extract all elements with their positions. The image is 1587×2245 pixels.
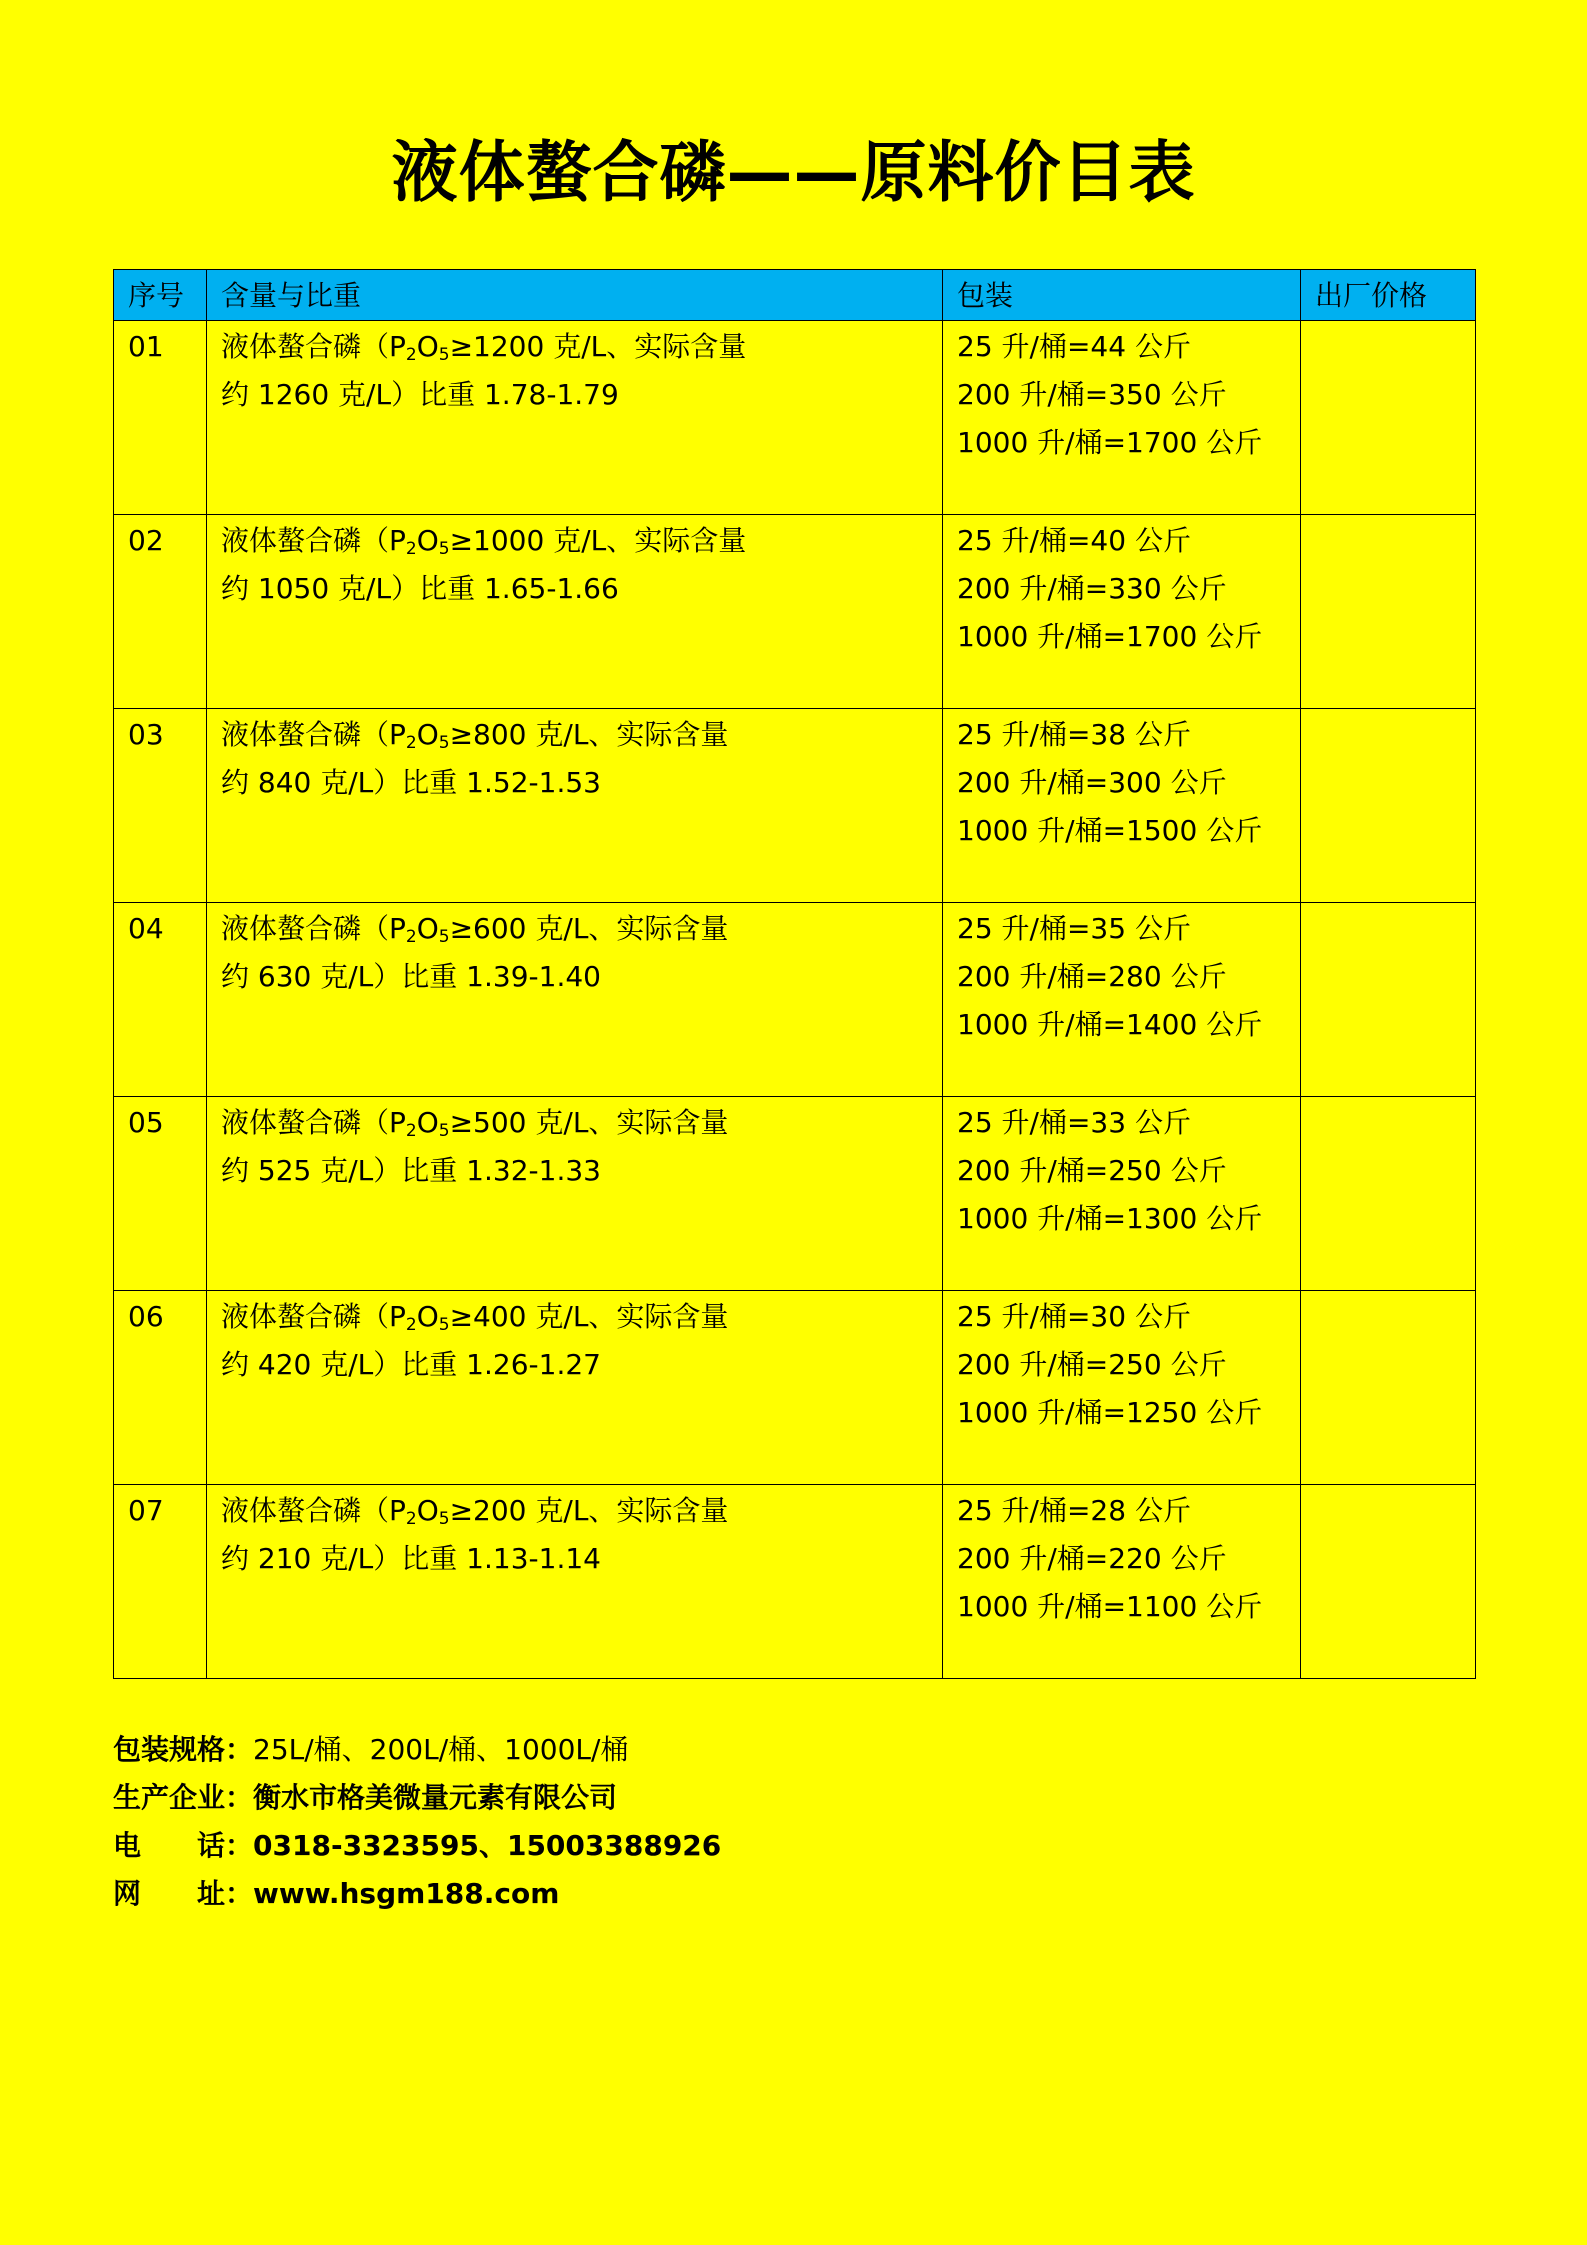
row-price bbox=[1301, 1485, 1476, 1679]
producer-value: 衡水市格美微量元素有限公司 bbox=[253, 1781, 618, 1814]
phone-row bbox=[113, 1822, 721, 1870]
row-index: 01 bbox=[114, 321, 207, 515]
row-packaging bbox=[943, 1485, 1301, 1679]
packaging-spec-value: 25L/桶、200L/桶、1000L/桶 bbox=[253, 1733, 629, 1766]
row-price bbox=[1301, 903, 1476, 1097]
packaging-line: 200 升/桶=250 公斤 bbox=[957, 1154, 1227, 1187]
table-row bbox=[114, 1291, 1476, 1485]
content-line-1: 液体螯合磷（$P_2O_5\ge 600$ 克/L、实际含量 bbox=[221, 912, 729, 947]
phone-label-second: 话： bbox=[197, 1829, 254, 1862]
content-line-2: 约 420 克/L）比重 1.26-1.27 bbox=[221, 1348, 601, 1381]
table-row bbox=[114, 1485, 1476, 1679]
packaging-line: 200 升/桶=350 公斤 bbox=[957, 378, 1227, 411]
row-price bbox=[1301, 1097, 1476, 1291]
row-index: 02 bbox=[114, 515, 207, 709]
packaging-line: 200 升/桶=280 公斤 bbox=[957, 960, 1227, 993]
row-price bbox=[1301, 321, 1476, 515]
packaging-line: 25 升/桶=28 公斤 bbox=[957, 1494, 1191, 1527]
row-packaging bbox=[943, 1097, 1301, 1291]
packaging-line: 200 升/桶=250 公斤 bbox=[957, 1348, 1227, 1381]
row-packaging bbox=[943, 515, 1301, 709]
table-row bbox=[114, 1097, 1476, 1291]
website-value[interactable]: www.hsgm188.com bbox=[253, 1877, 560, 1910]
table-header-row bbox=[114, 270, 1476, 321]
table-row bbox=[114, 515, 1476, 709]
website-label-first: 网 bbox=[113, 1877, 142, 1910]
header-price: 出厂价格 bbox=[1301, 270, 1476, 321]
row-index: 06 bbox=[114, 1291, 207, 1485]
row-price bbox=[1301, 1291, 1476, 1485]
phone-label-first: 电 bbox=[113, 1829, 142, 1862]
packaging-line: 1000 升/桶=1250 公斤 bbox=[957, 1396, 1263, 1429]
packaging-line: 1000 升/桶=1700 公斤 bbox=[957, 426, 1263, 459]
packaging-line: 1000 升/桶=1500 公斤 bbox=[957, 814, 1263, 847]
row-content bbox=[207, 1291, 943, 1485]
content-line-2: 约 1260 克/L）比重 1.78-1.79 bbox=[221, 378, 619, 411]
packaging-line: 1000 升/桶=1700 公斤 bbox=[957, 620, 1263, 653]
row-content bbox=[207, 903, 943, 1097]
price-table bbox=[113, 269, 1476, 1679]
row-packaging bbox=[943, 709, 1301, 903]
row-index: 07 bbox=[114, 1485, 207, 1679]
content-line-2: 约 1050 克/L）比重 1.65-1.66 bbox=[221, 572, 619, 605]
packaging-line: 25 升/桶=38 公斤 bbox=[957, 718, 1191, 751]
packaging-line: 25 升/桶=35 公斤 bbox=[957, 912, 1191, 945]
content-line-1: 液体螯合磷（$P_2O_5\ge 500$ 克/L、实际含量 bbox=[221, 1106, 729, 1141]
packaging-line: 1000 升/桶=1100 公斤 bbox=[957, 1590, 1263, 1623]
phone-value: 0318-3323595、15003388926 bbox=[253, 1829, 722, 1862]
table-row bbox=[114, 903, 1476, 1097]
header-content: 含量与比重 bbox=[207, 270, 943, 321]
table-row bbox=[114, 709, 1476, 903]
header-index: 序号 bbox=[114, 270, 207, 321]
header-packaging: 包装 bbox=[943, 270, 1301, 321]
page-title: 液体螯合磷——原料价目表 bbox=[391, 134, 1196, 211]
row-index: 03 bbox=[114, 709, 207, 903]
packaging-line: 200 升/桶=300 公斤 bbox=[957, 766, 1227, 799]
content-line-1: 液体螯合磷（$P_2O_5\ge 200$ 克/L、实际含量 bbox=[221, 1494, 729, 1529]
row-content bbox=[207, 1485, 943, 1679]
packaging-line: 25 升/桶=40 公斤 bbox=[957, 524, 1191, 557]
content-line-2: 约 210 克/L）比重 1.13-1.14 bbox=[221, 1542, 601, 1575]
packaging-spec-label: 包装规格： bbox=[113, 1733, 254, 1766]
packaging-line: 1000 升/桶=1400 公斤 bbox=[957, 1008, 1263, 1041]
content-line-2: 约 840 克/L）比重 1.52-1.53 bbox=[221, 766, 601, 799]
row-price bbox=[1301, 515, 1476, 709]
packaging-line: 25 升/桶=30 公斤 bbox=[957, 1300, 1191, 1333]
packaging-line: 25 升/桶=44 公斤 bbox=[957, 330, 1191, 363]
content-line-2: 约 525 克/L）比重 1.32-1.33 bbox=[221, 1154, 601, 1187]
packaging-line: 200 升/桶=220 公斤 bbox=[957, 1542, 1227, 1575]
row-content bbox=[207, 709, 943, 903]
packaging-spec-row bbox=[113, 1726, 721, 1774]
packaging-line: 200 升/桶=330 公斤 bbox=[957, 572, 1227, 605]
content-line-1: 液体螯合磷（$P_2O_5\ge 800$ 克/L、实际含量 bbox=[221, 718, 729, 753]
packaging-line: 25 升/桶=33 公斤 bbox=[957, 1106, 1191, 1139]
row-price bbox=[1301, 709, 1476, 903]
content-line-1: 液体螯合磷（$P_2O_5\ge 1000$ 克/L、实际含量 bbox=[221, 524, 747, 559]
content-line-2: 约 630 克/L）比重 1.39-1.40 bbox=[221, 960, 601, 993]
producer-row bbox=[113, 1774, 721, 1822]
website-row bbox=[113, 1870, 721, 1918]
content-line-1: 液体螯合磷（$P_2O_5\ge 1200$ 克/L、实际含量 bbox=[221, 330, 747, 365]
row-content bbox=[207, 321, 943, 515]
row-packaging bbox=[943, 321, 1301, 515]
row-index: 05 bbox=[114, 1097, 207, 1291]
producer-label: 生产企业： bbox=[113, 1781, 254, 1814]
website-label-second: 址： bbox=[197, 1877, 254, 1910]
table-row bbox=[114, 321, 1476, 515]
row-index: 04 bbox=[114, 903, 207, 1097]
row-packaging bbox=[943, 1291, 1301, 1485]
row-content bbox=[207, 515, 943, 709]
row-packaging bbox=[943, 903, 1301, 1097]
packaging-line: 1000 升/桶=1300 公斤 bbox=[957, 1202, 1263, 1235]
company-info bbox=[113, 1726, 721, 1918]
content-line-1: 液体螯合磷（$P_2O_5\ge 400$ 克/L、实际含量 bbox=[221, 1300, 729, 1335]
row-content bbox=[207, 1097, 943, 1291]
